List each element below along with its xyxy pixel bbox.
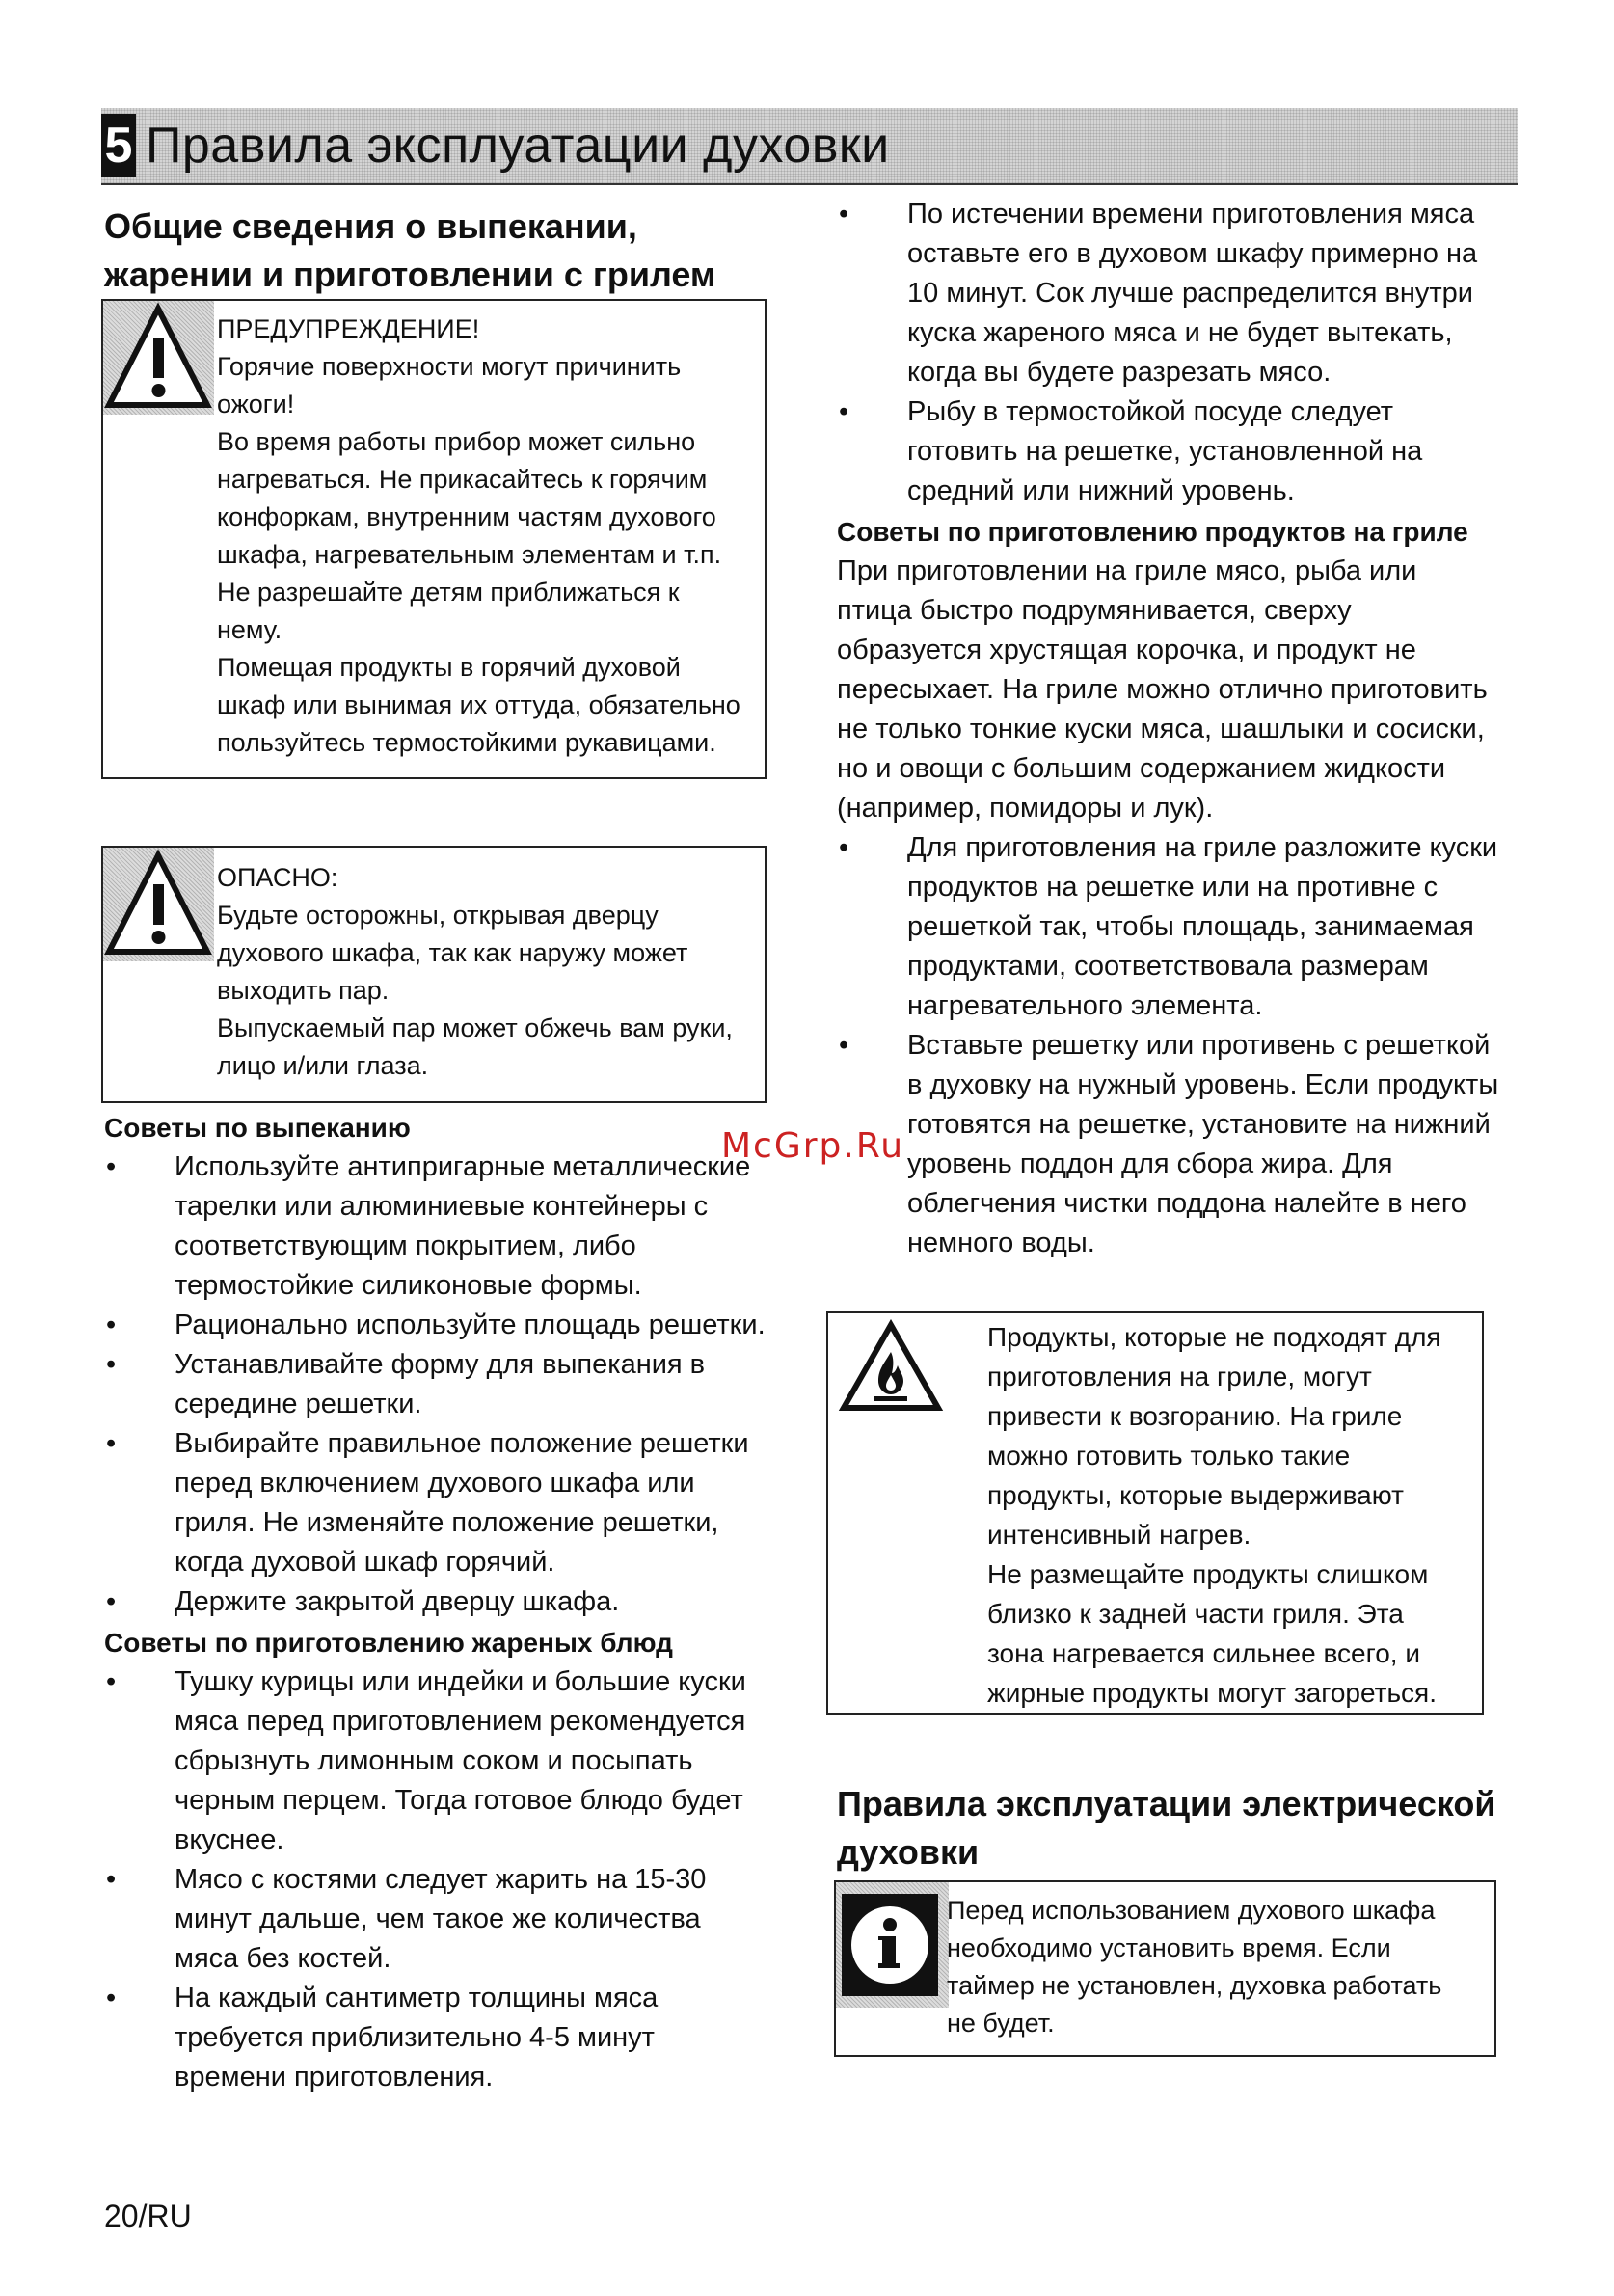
item-line: минут дальше, чем такое же количества — [175, 1904, 701, 1934]
danger-title: ОПАСНО: — [217, 863, 338, 892]
bullet: • — [106, 1151, 117, 1182]
roasting-title: Советы по приготовлению жареных блюд — [104, 1628, 673, 1658]
grill-paragraph — [837, 552, 1526, 828]
item-line: перед включением духового шкафа или — [175, 1468, 695, 1499]
bullet: • — [106, 1586, 117, 1617]
danger-box — [101, 846, 767, 1103]
fire-hazard-icon — [838, 1319, 944, 1416]
danger-text — [217, 859, 762, 1085]
chapter-title: Правила эксплуатации духовки — [146, 118, 890, 174]
info-line: Перед использованием духового шкафа — [947, 1896, 1436, 1925]
bullet: • — [106, 1310, 117, 1340]
item-line: Для приготовления на гриле разложите куски — [907, 832, 1498, 863]
item-line: соответствующим покрытием, либо — [175, 1230, 636, 1261]
item-line: черным перцем. Тогда готовое блюдо будет — [175, 1785, 743, 1816]
baking-section — [104, 1109, 779, 2097]
danger-line: духового шкафа, так как наружу может — [217, 938, 688, 967]
section-heading-general — [104, 203, 779, 299]
roasting-list — [104, 1662, 779, 2097]
bullet: • — [106, 1983, 117, 2013]
danger-line: Выпускаемый пар может обжечь вам руки, — [217, 1013, 733, 1042]
danger-line: выходить пар. — [217, 976, 390, 1005]
item-line: тарелки или алюминиевые контейнеры с — [175, 1191, 709, 1222]
item-line: 10 минут. Сок лучше распределится внутри — [907, 278, 1473, 309]
warning-line: ожоги! — [217, 390, 295, 419]
grill-title: Советы по приготовлению продуктов на гриле — [837, 517, 1468, 547]
item-line: вкуснее. — [175, 1824, 284, 1855]
item-line: Рыбу в термостойкой посуде следует — [907, 396, 1394, 427]
fire-text — [987, 1317, 1479, 1713]
baking-title: Советы по выпеканию — [104, 1113, 411, 1143]
baking-list — [104, 1148, 779, 1622]
item-line: оставьте его в духовом шкафу примерно на — [907, 238, 1478, 269]
bullet: • — [106, 1349, 117, 1380]
warning-box — [101, 299, 767, 779]
list-item — [104, 1582, 779, 1622]
item-line: термостойкие силиконовые формы. — [175, 1270, 642, 1301]
paragraph-line: (например, помидоры и лук). — [837, 793, 1214, 824]
info-icon — [836, 1882, 949, 2008]
fire-line: интенсивный нагрев. — [987, 1520, 1251, 1550]
warning-line: пользуйтесь термостойкими рукавицами. — [217, 728, 716, 757]
item-line: немного воды. — [907, 1228, 1095, 1258]
list-item — [837, 828, 1526, 1026]
item-line: продуктов на решетке или на противне с — [907, 872, 1439, 903]
warning-line: Помещая продукты в горячий духовой — [217, 653, 681, 682]
warning-title: ПРЕДУПРЕЖДЕНИЕ! — [217, 314, 480, 343]
item-line: требуется приблизительно 4-5 минут — [175, 2022, 655, 2053]
bullet: • — [839, 199, 849, 230]
item-line: Мясо с костями следует жарить на 15-30 — [175, 1864, 707, 1895]
fire-line: продукты, которые выдерживают — [987, 1480, 1404, 1510]
grill-list — [837, 828, 1526, 1263]
item-line: облегчения чистки поддона налейте в него — [907, 1188, 1466, 1219]
fire-line: жирные продукты могут загореться. — [987, 1678, 1437, 1708]
bullet: • — [106, 1428, 117, 1459]
item-line: мяса перед приготовлением рекомендуется — [175, 1706, 746, 1737]
right-column-top — [837, 195, 1526, 1263]
warning-line: нагреваться. Не прикасайтесь к горячим — [217, 465, 708, 494]
info-box — [834, 1880, 1496, 2057]
list-item — [837, 1026, 1526, 1263]
item-line: средний или нижний уровень. — [907, 475, 1295, 506]
item-line: сбрызнуть лимонным соком и посыпать — [175, 1745, 693, 1776]
item-line: середине решетки. — [175, 1389, 422, 1419]
item-line: мяса без костей. — [175, 1943, 391, 1974]
fire-line: можно готовить только такие — [987, 1441, 1351, 1471]
paragraph-line: но и овощи с большим содержанием жидкости — [837, 753, 1446, 784]
heading-line: духовки — [837, 1832, 980, 1872]
heading-line: Общие сведения о выпекании, — [104, 206, 637, 246]
fire-line: близко к задней части гриля. Эта — [987, 1599, 1404, 1629]
warning-line: шкаф или вынимая их оттуда, обязательно — [217, 690, 740, 719]
list-item — [104, 1345, 779, 1424]
fire-line: зона нагревается сильнее всего, и — [987, 1638, 1420, 1668]
warning-line: Горячие поверхности могут причинить — [217, 352, 682, 381]
heading-line: жарении и приготовлении с грилем — [104, 255, 716, 294]
danger-line: Будьте осторожны, открывая дверцу — [217, 901, 659, 930]
warning-line: Во время работы прибор может сильно — [217, 427, 696, 456]
info-line: не будет. — [947, 2009, 1055, 2038]
roasting-list-continued — [837, 195, 1526, 511]
list-item — [104, 1148, 779, 1306]
warning-text — [217, 311, 762, 762]
list-item — [104, 1662, 779, 1860]
bullet: • — [106, 1864, 117, 1895]
chapter-header — [101, 108, 1518, 185]
watermark: McGrp.Ru — [721, 1126, 905, 1166]
item-line: Держите закрытой дверцу шкафа. — [175, 1586, 620, 1617]
item-line: По истечении времени приготовления мяса — [907, 199, 1475, 230]
item-line: куска жареного мяса и не будет вытекать, — [907, 317, 1453, 348]
fire-warning-box — [826, 1311, 1484, 1715]
item-line: Используйте антипригарные металлические — [175, 1151, 751, 1182]
item-line: готовятся на решетке, установите на нижний — [907, 1109, 1491, 1140]
paragraph-line: не только тонкие куски мяса, шашлыки и сосиски, — [837, 714, 1485, 744]
fire-line: привести к возгоранию. На гриле — [987, 1401, 1403, 1431]
paragraph-line: птица быстро подрумянивается, сверху — [837, 595, 1352, 626]
item-line: в духовку на нужный уровень. Если продукты — [907, 1069, 1499, 1100]
item-line: когда духовой шкаф горячий. — [175, 1547, 555, 1578]
bullet: • — [839, 396, 849, 427]
bullet: • — [839, 1030, 849, 1061]
electric-heading — [837, 1780, 1526, 1877]
item-line: Устанавливайте форму для выпекания в — [175, 1349, 706, 1380]
info-text — [947, 1892, 1492, 2042]
item-line: когда вы будете разрезать мясо. — [907, 357, 1332, 388]
paragraph-line: пересыхает. На гриле можно отлично приготовить — [837, 674, 1488, 705]
warning-triangle-icon — [103, 848, 214, 961]
list-item — [104, 1860, 779, 1979]
list-item — [104, 1306, 779, 1345]
danger-icon-area — [103, 848, 214, 961]
info-icon-area — [836, 1882, 949, 2008]
item-line: готовить на решетке, установленной на — [907, 436, 1423, 467]
bullet: • — [839, 832, 849, 863]
list-item — [104, 1424, 779, 1582]
info-line: таймер не установлен, духовка работать — [947, 1971, 1442, 2000]
list-item — [837, 392, 1526, 511]
info-line: необходимо установить время. Если — [947, 1933, 1391, 1962]
page-number: 20/RU — [104, 2199, 192, 2233]
warning-line: нему. — [217, 615, 282, 644]
item-line: Выбирайте правильное положение решетки — [175, 1428, 749, 1459]
item-line: На каждый сантиметр толщины мяса — [175, 1983, 659, 2013]
warning-triangle-icon — [103, 301, 214, 415]
item-line: Тушку курицы или индейки и большие куски — [175, 1666, 746, 1697]
warning-line: конфоркам, внутренним частям духового — [217, 502, 716, 531]
item-line: времени приготовления. — [175, 2062, 494, 2093]
item-line: решеткой так, чтобы площадь, занимаемая — [907, 911, 1474, 942]
list-item — [837, 195, 1526, 392]
item-line: уровень поддон для сбора жира. Для — [907, 1148, 1393, 1179]
item-line: нагревательного элемента. — [907, 990, 1263, 1021]
item-line: Рационально используйте площадь решетки. — [175, 1310, 766, 1340]
item-line: гриля. Не изменяйте положение решетки, — [175, 1507, 719, 1538]
warning-line: Не разрешайте детям приближаться к — [217, 578, 680, 607]
list-item — [104, 1979, 779, 2097]
fire-line: Не размещайте продукты слишком — [987, 1559, 1429, 1589]
item-line: Вставьте решетку или противень с решеткой — [907, 1030, 1491, 1061]
warning-icon-area — [103, 301, 214, 415]
paragraph-line: образуется хрустящая корочка, и продукт не — [837, 635, 1416, 665]
paragraph-line: При приготовлении на гриле мясо, рыба или — [837, 555, 1417, 586]
fire-line: Продукты, которые не подходят для — [987, 1322, 1441, 1352]
bullet: • — [106, 1666, 117, 1697]
fire-icon-area — [838, 1319, 944, 1416]
heading-line: Правила эксплуатации электрической — [837, 1784, 1496, 1823]
danger-line: лицо и/или глаза. — [217, 1051, 429, 1080]
chapter-number: 5 — [101, 114, 136, 177]
warning-line: шкафа, нагревательным элементам и т.п. — [217, 540, 722, 569]
fire-line: приготовления на гриле, могут — [987, 1362, 1372, 1391]
item-line: продуктами, соответствовала размерам — [907, 951, 1429, 982]
